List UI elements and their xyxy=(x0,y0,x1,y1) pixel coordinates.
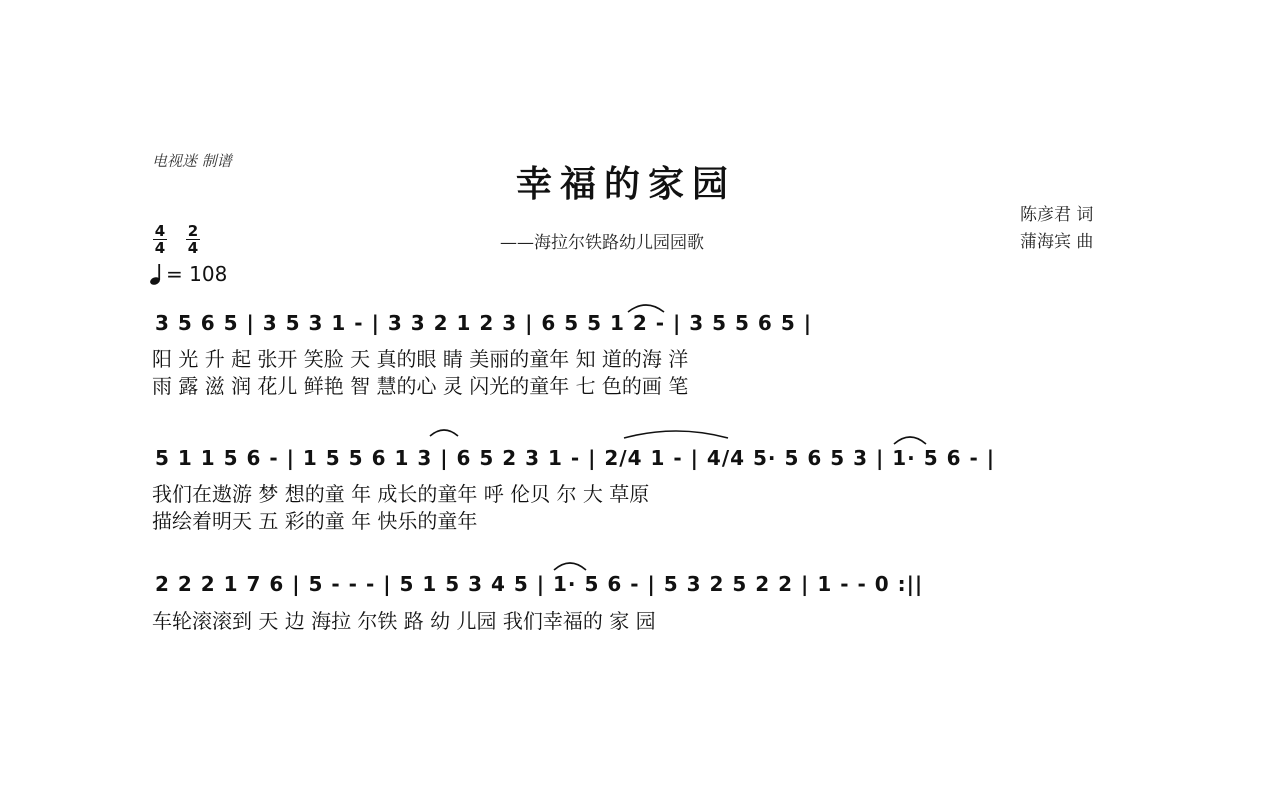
song-subtitle: ——海拉尔铁路幼儿园园歌 xyxy=(500,233,704,253)
notation-line-3: 2 2 2 1 7 6 | 5 - - - | 5 1 5 3 4 5 | 1· 5 6 - | 5 3 2 5 2 2 | 1 - - 0 :|| xyxy=(155,572,924,596)
lyrics-line-1-verse-2: 雨 露 滋 润 花儿 鲜艳 智 慧的心 灵 闪光的童年 七 色的画 笔 xyxy=(152,374,689,398)
notation-line-2: 5 1 1 5 6 - | 1 5 5 6 1 3 | 6 5 2 3 1 - | 2/4 1 - | 4/4 5· 5 6 5 3 | 1· 5 6 - | xyxy=(155,446,996,470)
lyrics-line-2-verse-1: 我们在遨游 梦 想的童 年 成长的童年 呼 伦贝 尔 大 草原 xyxy=(152,482,650,506)
song-title: 幸福的家园 xyxy=(516,163,737,205)
lyrics-line-2-verse-2: 描绘着明天 五 彩的童 年 快乐的童年 xyxy=(152,509,478,533)
tempo-marking: = 108 xyxy=(166,262,228,286)
transcriber-credit: 电视迷 制谱 xyxy=(152,152,232,170)
time-signature-secondary: 2 4 xyxy=(187,222,199,257)
composer-credit: 蒲海宾 曲 xyxy=(1020,232,1094,252)
lyrics-line-1-verse-1: 阳 光 升 起 张开 笑脸 天 真的眼 睛 美丽的童年 知 道的海 洋 xyxy=(152,347,689,371)
lyricist-credit: 陈彦君 词 xyxy=(1020,205,1094,225)
notation-line-1: 3 5 6 5 | 3 5 3 1 - | 3 3 2 1 2 3 | 6 5 5 1 2 - | 3 5 5 6 5 | xyxy=(155,311,812,335)
time-signature-primary: 4 4 xyxy=(154,222,166,257)
lyrics-line-3: 车轮滚滚到 天 边 海拉 尔铁 路 幼 儿园 我们幸福的 家 园 xyxy=(152,609,656,633)
